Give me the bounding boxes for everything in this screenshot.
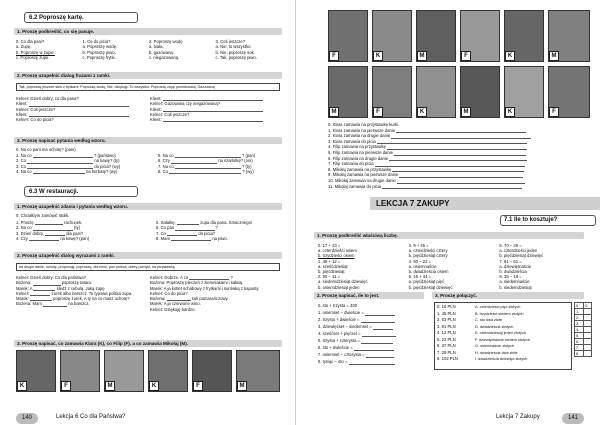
left-page xyxy=(0,0,296,425)
food-photo xyxy=(504,10,544,62)
table-row: 6. xyxy=(575,339,592,345)
words-col: A. czterdzieści pięć złotych B. trzydzieści siedem złotych C. sto dwa złote D. dwadzieścia złotych E. osiemdziesiąt jeden złotych F. dziewiętnaście siedem złotych G. osiemnaście złotych H. dwadzieścia dwa złote I. dwadzieścia dziewięć złotych xyxy=(475,305,530,361)
right-page xyxy=(300,0,600,425)
food-photo xyxy=(372,10,412,62)
option-col: 0. 17 + 23 = a. czterdzieści osiem b. trzydzieści osiem 1. 48 + 12 = a. sześćdziesiąt b. pięćdziesiąt 2. 90 − 11 = a. siedemdziesiąt dziewięć b. osiemdziesiąt jeden xyxy=(318,243,368,290)
food-photos-top xyxy=(328,10,590,62)
number-options xyxy=(318,243,590,290)
order-lines: 0. Klara zamawia na przystawkę kurki. 1. Klara zamawia na pierwsze danie 2. Klara zamawia na drugie danie 3. Klara zamawia do picia 4. Filip zamawia na przystawkę 5. Filip zamawia na pierwsze danie 6. Filip zamawia na drugie danie 7. Filip zamawia do picia 8. Mikołaj zamawia na przystawkę 9. Mikołaj zamawia na pierwsze danie 10. Mikołaj zamawia na drugie danie 11. Mikołaj zamawia do picia xyxy=(328,122,590,189)
photo-tag: F xyxy=(461,51,471,61)
exercise-4-header: 1. Proszę uzupełnić zdania i pytania według wzoru. xyxy=(14,203,282,210)
table-row: 7. xyxy=(575,345,592,351)
photo-tag: M xyxy=(417,51,427,61)
exercise-1-header: 1. Proszę podkreślić, co się pasuje. xyxy=(14,28,282,35)
match-box xyxy=(434,302,572,370)
photo-tag: M xyxy=(105,381,115,391)
food-photo xyxy=(328,10,368,62)
questions-right: 5. Na co ? (pan) 6. Czy na szarlotkę? (oni) 7. Na co ? (ty) 8. Co ? (wy) xyxy=(158,153,256,174)
sum-lines: 0. sto + trzysta = 400 1. osiemset − dwieście = 2. trzysta + dwieście = 3. dziewięćset − siedemset = 4. sześćset + pięćset = 5. trzysta + czterysta = 6. sto + dwieście = 7. osiemset − czterysta = 8. tysiąc − sto = xyxy=(318,302,428,365)
photo-tag: F xyxy=(329,51,339,61)
food-photo xyxy=(460,66,500,118)
exercise-1-options xyxy=(16,39,282,60)
page-footer xyxy=(0,409,295,425)
option-col: 3. 9 + 45 = a. czterdzieści cztery b. pięćdziesiąt cztery 4. 50 − 22 = a. osiemnaście b. dwadzieścia osiem 5. 15 + 44 = a. pięćdziesiąt pięć b. pięćdziesiąt dziewięć xyxy=(408,243,453,290)
food-photo xyxy=(192,350,232,392)
food-photo xyxy=(504,66,544,118)
page-footer xyxy=(300,409,600,425)
food-photos xyxy=(16,350,282,392)
exercise-5-header: 2. Proszę uzupełnić dialog wyrazami z ramki. xyxy=(14,252,282,259)
food-photos-middle xyxy=(328,66,590,118)
table-row: 4. xyxy=(575,327,592,333)
dialog-right: Klient: Kelner: Gazowaną czy niegazowaną? Klient: Kelner: Coś jeszcze? Klient: xyxy=(150,96,280,122)
exercise-2-header: 2. Proszę napisać, ile to jest. xyxy=(314,292,424,299)
food-photo xyxy=(548,10,590,62)
photo-tag: K xyxy=(505,51,515,61)
section-title-7-1: 7.1 Ile to kosztuje? xyxy=(500,215,596,226)
food-photo xyxy=(460,10,500,62)
word-box: Tak, poproszę jeszcze stek z frytkami; Poproszę wodę; Nie, dziękuję. To wszystko; Poproszę zupę pomidorową; Gazowaną xyxy=(16,83,280,91)
photo-tag: F xyxy=(549,107,559,117)
footer-title: Lekcja 6 Co dla Państwa? xyxy=(56,414,126,420)
answer-table xyxy=(574,302,592,357)
dialog-right: Kelner: Dobrze. A co ? Bożena: Poproszę pieczeń z ziemniakami i sałatą. Marek: A ja kotlet schabowy z frytkami i surówką z kapusty. Kelner: Co do picia? Bożena: sok pomarańczowy. Marek: A ja czerwone wino. Kelner: Dziękuję bardzo. xyxy=(150,275,260,312)
example-line: 0. Na co pani ma ochotę? (pani) xyxy=(16,147,76,152)
section-title-6-3: 6.3 W restauracji. xyxy=(24,186,138,197)
food-photo xyxy=(416,10,456,62)
table-row: 3. xyxy=(575,321,592,327)
prices-col: 0. 18 PLN 1. 45 PLN 2. 63 PLN 3. 81 PLN 4. 12 PLN 5. 22 PLN 6. 37 PLN 7. 29 PLN 8. 102 PLN xyxy=(437,304,458,361)
photo-tag: M xyxy=(237,381,247,391)
sentences-right: 5. Sałatkę, zupa dla pana. Smacznego! 6. Co pan ? 7. Co do picia? 8. Mam na piwo. xyxy=(156,220,253,241)
food-photo xyxy=(416,66,456,118)
table-row: 8. xyxy=(575,351,592,357)
photo-tag: F xyxy=(61,381,71,391)
photo-tag: M xyxy=(329,107,339,117)
lesson-banner: LEKCJA 7 ZAKUPY xyxy=(370,197,600,210)
page-number: 140 xyxy=(16,413,38,424)
sentences-left: 1. Proszę rachunek. 2. Na co (ty) 3. Dzień dobry, dla pani? 4. Czy na kawę? (pan) xyxy=(16,220,90,241)
table-row: 5. xyxy=(575,333,592,339)
photo-tag: F xyxy=(193,381,203,391)
question-col: 3. Coś jeszcze? a. Nie, to wszystko. b. Nie, poproszę sok. c. Tak, poproszę piwo. xyxy=(215,39,257,60)
question-col: 2. Poproszę wodę a. biała. b. gazowaną. c. niegazowaną. xyxy=(149,39,183,60)
photo-tag: K xyxy=(149,381,159,391)
food-photo xyxy=(328,66,368,118)
page-number: 141 xyxy=(562,413,584,424)
photo-tag: K xyxy=(17,381,27,391)
photo-tag: K xyxy=(417,107,427,117)
question-col: 1. Co do picia? a. Poproszę wodę. b. Poproszę piwo. c. Poproszę frytki. xyxy=(82,39,118,60)
food-photo xyxy=(548,66,590,118)
food-photo xyxy=(16,350,56,392)
questions-left: 1. Na co ? (państwo) 2. Co na kawę? (ty) 3. Co do picia? (wy) 4. Na co na herbatę? (wy) xyxy=(16,153,121,174)
exercise-2-header: 2. Proszę uzupełnić dialog frazami z ramki. xyxy=(14,72,282,79)
question-col: 0. Co dla pani? a. Zupę. b. Poproszę w zupie. c. Poproszę zupe. xyxy=(16,39,55,60)
photo-tag: K xyxy=(505,107,515,117)
section-title-6-2: 6.2 Poproszę kartę. xyxy=(24,12,138,23)
exercise-6-header: 3. Proszę napisać, co zamawia Klara (K), co Filip (F), a co zamawia Mikołaj (M). xyxy=(14,340,282,347)
dialog-left: Kelner: Dzień dobry. Co dla państwa? Bożena: poproszę tatara. Marek: A śledź z cebulą. Jaką zupę Kelner: żurek albo barszcz. To typowa polska zupa. Marek: poproszę żurek. A ty na co masz ochotę? Bożena: Mam na barszcz. xyxy=(16,275,133,307)
food-photo xyxy=(104,350,144,392)
option-col: 6. 70 − 29 = a. czterdzieści jeden b. pięćdziesiąt dziewięć 7. 81 − 61 = a. dziewiętnaście b. dwadzieścia 8. 35 − 18 = a. siedemnaście b. siedemdziesiąt xyxy=(499,243,544,290)
exercise-3-header: 3. Proszę połączyć. xyxy=(432,292,584,299)
photo-tag: M xyxy=(549,51,559,61)
food-photo xyxy=(372,66,412,118)
footer-title: Lekcja 7 Zakupy xyxy=(496,414,540,420)
table-row: 1. xyxy=(575,309,592,315)
food-photo xyxy=(60,350,100,392)
exercise-3-header: 3. Proszę napisać pytania według wzoru. xyxy=(14,137,282,144)
dialog-left: Kelner: Dzień dobry, co dla pana? Klient: Kelner: Coś jeszcze? Klient: Kelner: Co do picia? xyxy=(16,96,146,122)
photo-tag: M xyxy=(461,107,471,117)
table-row: 0. G xyxy=(575,303,592,309)
example-line: 0. Chciałbym zamówić stolik. xyxy=(16,213,70,218)
table-row: 2. xyxy=(575,315,592,321)
word-box: na drugie danie, ochotę, proponuję, poproszę, dla mnie, pan poleca, dobry pomysł, na przystawkę xyxy=(16,263,280,271)
photo-tag: F xyxy=(373,107,383,117)
food-photo xyxy=(148,350,188,392)
food-photo xyxy=(236,350,280,392)
exercise-1-header: 1. Proszę podkreślić właściwą liczbę. xyxy=(314,232,584,239)
photo-tag: K xyxy=(373,51,383,61)
